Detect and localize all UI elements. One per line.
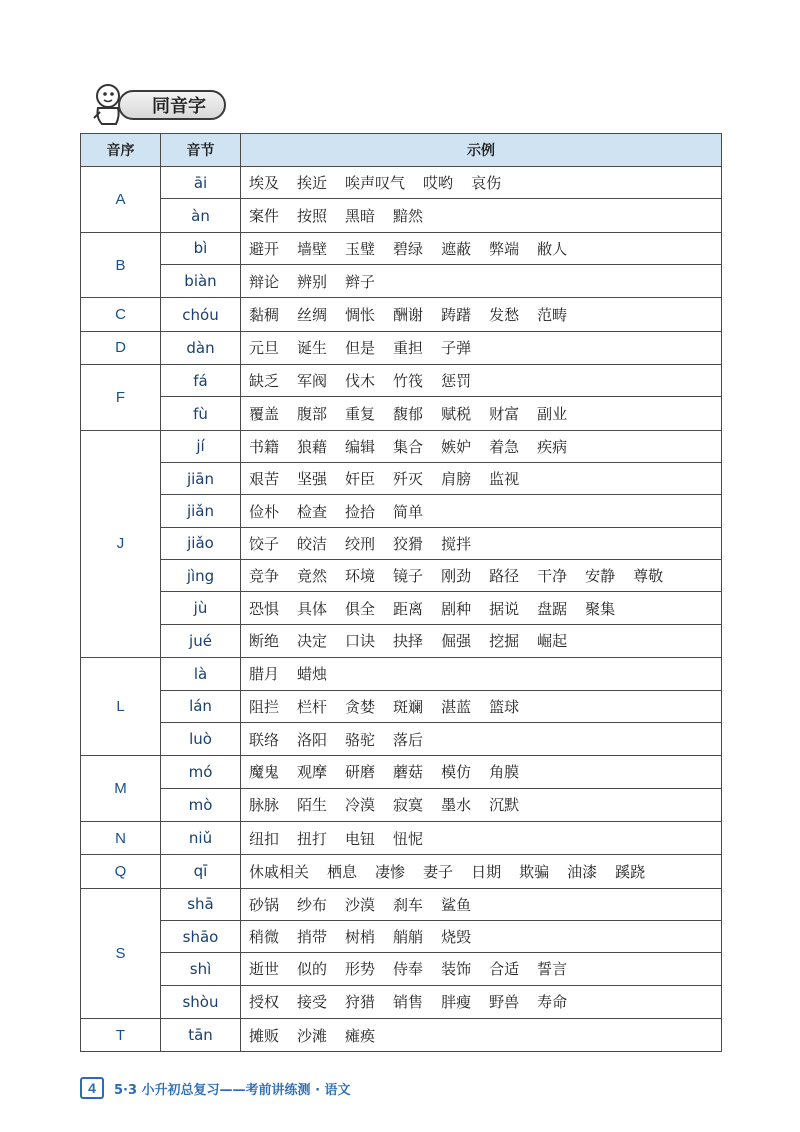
column-header-order: 音序 xyxy=(81,134,161,166)
example-list xyxy=(241,756,721,787)
table-row xyxy=(161,528,721,560)
example-word: 落后 xyxy=(393,730,424,749)
example-word: 集合 xyxy=(393,437,424,456)
syllable-rows xyxy=(161,233,721,298)
table-row xyxy=(161,625,721,657)
example-word: 胖瘦 xyxy=(441,993,472,1012)
example-word: 环境 xyxy=(345,567,376,586)
pinyin-syllable: niǔ xyxy=(161,822,241,854)
example-word: 丝绸 xyxy=(297,306,328,325)
pinyin-syllable: shāo xyxy=(161,921,241,952)
letter-group xyxy=(81,1019,721,1051)
example-word: 侍奉 xyxy=(393,960,424,979)
letter-group xyxy=(81,365,721,431)
syllable-rows xyxy=(161,855,721,887)
example-word: 赋税 xyxy=(441,405,472,424)
example-word: 妻子 xyxy=(423,862,454,881)
example-list xyxy=(241,855,721,887)
example-word: 狼藉 xyxy=(297,437,328,456)
example-word: 销售 xyxy=(393,993,424,1012)
example-list xyxy=(241,332,721,364)
example-word: 艄艄 xyxy=(393,928,424,947)
table-row xyxy=(161,889,721,921)
example-word: 瘫痪 xyxy=(345,1026,376,1045)
example-word: 凄惨 xyxy=(375,862,406,881)
example-word: 俱全 xyxy=(345,599,376,618)
example-word: 装饰 xyxy=(441,960,472,979)
example-word: 黏稠 xyxy=(249,306,280,325)
example-word: 饺子 xyxy=(249,534,280,553)
pinyin-syllable: mò xyxy=(161,789,241,821)
pinyin-syllable: tān xyxy=(161,1019,241,1051)
example-list xyxy=(241,921,721,952)
syllable-rows xyxy=(161,365,721,430)
example-word: 砂锅 xyxy=(249,895,280,914)
example-word: 湛蓝 xyxy=(441,697,472,716)
letter-group xyxy=(81,298,721,331)
example-word: 联络 xyxy=(249,730,280,749)
letter-group xyxy=(81,855,721,888)
example-word: 授权 xyxy=(249,993,280,1012)
example-word: 距离 xyxy=(393,599,424,618)
pinyin-syllable: jiān xyxy=(161,463,241,494)
index-letter: B xyxy=(81,233,161,298)
example-word: 嫉妒 xyxy=(441,437,472,456)
example-list xyxy=(241,889,721,920)
example-word: 干净 xyxy=(537,567,568,586)
example-word: 冷漠 xyxy=(345,796,376,815)
example-word: 着急 xyxy=(489,437,520,456)
example-word: 脉脉 xyxy=(249,796,280,815)
letter-group xyxy=(81,822,721,855)
table-row xyxy=(161,199,721,231)
example-word: 竞争 xyxy=(249,567,280,586)
pinyin-syllable: àn xyxy=(161,199,241,231)
example-word: 腊月 xyxy=(249,665,280,684)
example-word: 歼灭 xyxy=(393,470,424,489)
example-word: 捎带 xyxy=(297,928,328,947)
example-list xyxy=(241,986,721,1018)
example-word: 纽扣 xyxy=(249,829,280,848)
example-word: 捡拾 xyxy=(345,502,376,521)
example-word: 尊敬 xyxy=(633,567,664,586)
pinyin-syllable: mó xyxy=(161,756,241,787)
example-word: 贪婪 xyxy=(345,697,376,716)
example-word: 蜡烛 xyxy=(297,665,328,684)
homophone-table xyxy=(80,133,722,1052)
syllable-rows xyxy=(161,431,721,657)
example-list xyxy=(241,495,721,526)
table-row xyxy=(161,822,721,854)
table-row xyxy=(161,167,721,199)
example-word: 惆怅 xyxy=(345,306,376,325)
example-word: 倔强 xyxy=(441,632,472,651)
page-number: 4 xyxy=(80,1077,104,1099)
example-word: 忸怩 xyxy=(393,829,424,848)
table-row xyxy=(161,560,721,592)
example-word: 遮蔽 xyxy=(441,239,472,258)
table-row xyxy=(161,463,721,495)
index-letter: N xyxy=(81,822,161,854)
syllable-rows xyxy=(161,756,721,821)
example-word: 路径 xyxy=(489,567,520,586)
example-word: 接受 xyxy=(297,993,328,1012)
letter-group xyxy=(81,889,721,1019)
example-word: 碧绿 xyxy=(393,239,424,258)
table-row xyxy=(161,789,721,821)
example-word: 检查 xyxy=(297,502,328,521)
table-row xyxy=(161,921,721,953)
example-word: 狡猾 xyxy=(393,534,424,553)
index-letter: C xyxy=(81,298,161,330)
index-letter: F xyxy=(81,365,161,430)
pinyin-syllable: qī xyxy=(161,855,241,887)
letter-group xyxy=(81,332,721,365)
example-list xyxy=(241,723,721,755)
example-word: 模仿 xyxy=(441,763,472,782)
example-word: 踌躇 xyxy=(441,306,472,325)
syllable-rows xyxy=(161,167,721,232)
example-word: 稍微 xyxy=(249,928,280,947)
example-word: 绞刑 xyxy=(345,534,376,553)
example-list xyxy=(241,397,721,429)
example-word: 但是 xyxy=(345,339,376,358)
table-row xyxy=(161,298,721,330)
example-list xyxy=(241,560,721,591)
example-word: 伐木 xyxy=(345,372,376,391)
example-word: 刹车 xyxy=(393,895,424,914)
pinyin-syllable: jiǎn xyxy=(161,495,241,526)
example-word: 聚集 xyxy=(585,599,616,618)
example-word: 魔鬼 xyxy=(249,763,280,782)
example-word: 斑斓 xyxy=(393,697,424,716)
example-word: 扭打 xyxy=(297,829,328,848)
example-list xyxy=(241,199,721,231)
example-word: 陌生 xyxy=(297,796,328,815)
example-word: 口诀 xyxy=(345,632,376,651)
letter-group xyxy=(81,756,721,822)
syllable-rows xyxy=(161,332,721,364)
example-word: 狩猎 xyxy=(345,993,376,1012)
example-word: 烧毁 xyxy=(441,928,472,947)
table-row xyxy=(161,233,721,265)
pinyin-syllable: chóu xyxy=(161,298,241,330)
example-list xyxy=(241,365,721,396)
example-list xyxy=(241,789,721,821)
example-word: 敝人 xyxy=(537,239,568,258)
example-word: 抉择 xyxy=(393,632,424,651)
example-word: 重担 xyxy=(393,339,424,358)
example-word: 研磨 xyxy=(345,763,376,782)
example-word: 休戚相关 xyxy=(249,862,310,881)
table-row xyxy=(161,855,721,887)
example-word: 据说 xyxy=(489,599,520,618)
example-list xyxy=(241,592,721,623)
section-header xyxy=(88,82,228,126)
example-word: 军阀 xyxy=(297,372,328,391)
example-word: 弊端 xyxy=(489,239,520,258)
table-row xyxy=(161,1019,721,1051)
example-word: 唉声叹气 xyxy=(345,174,406,193)
example-word: 挨近 xyxy=(297,174,328,193)
example-list xyxy=(241,658,721,689)
table-row xyxy=(161,431,721,463)
example-word: 子弹 xyxy=(441,339,472,358)
example-word: 盘踞 xyxy=(537,599,568,618)
table-row xyxy=(161,332,721,364)
example-word: 埃及 xyxy=(249,174,280,193)
example-word: 避开 xyxy=(249,239,280,258)
example-list xyxy=(241,691,721,722)
example-list xyxy=(241,431,721,462)
letter-group xyxy=(81,658,721,756)
table-row xyxy=(161,495,721,527)
example-word: 辨别 xyxy=(297,272,328,291)
example-word: 似的 xyxy=(297,960,328,979)
table-row xyxy=(161,756,721,788)
syllable-rows xyxy=(161,822,721,854)
example-word: 篮球 xyxy=(489,697,520,716)
example-list xyxy=(241,233,721,264)
example-list xyxy=(241,463,721,494)
letter-group xyxy=(81,431,721,658)
syllable-rows xyxy=(161,889,721,1018)
example-word: 缺乏 xyxy=(249,372,280,391)
example-word: 黯然 xyxy=(393,207,424,226)
example-word: 寿命 xyxy=(537,993,568,1012)
index-letter: T xyxy=(81,1019,161,1051)
example-word: 肩膀 xyxy=(441,470,472,489)
example-list xyxy=(241,1019,721,1051)
syllable-rows xyxy=(161,1019,721,1051)
example-word: 栖息 xyxy=(327,862,358,881)
pinyin-syllable: āi xyxy=(161,167,241,198)
example-word: 竹筏 xyxy=(393,372,424,391)
example-word: 电钮 xyxy=(345,829,376,848)
index-letter: L xyxy=(81,658,161,755)
example-word: 玉璧 xyxy=(345,239,376,258)
pinyin-syllable: biàn xyxy=(161,265,241,297)
section-title: 同音字 xyxy=(118,90,226,120)
table-row xyxy=(161,723,721,755)
pinyin-syllable: jiǎo xyxy=(161,528,241,559)
example-word: 辩论 xyxy=(249,272,280,291)
table-row xyxy=(161,658,721,690)
column-header-examples: 示例 xyxy=(467,143,495,159)
example-word: 沙漠 xyxy=(345,895,376,914)
index-letter: S xyxy=(81,889,161,1018)
letter-group xyxy=(81,233,721,299)
example-word: 欺骗 xyxy=(519,862,550,881)
table-body xyxy=(81,167,721,1051)
example-word: 骆驼 xyxy=(345,730,376,749)
example-word: 墨水 xyxy=(441,796,472,815)
example-word: 酬谢 xyxy=(393,306,424,325)
example-word: 馥郁 xyxy=(393,405,424,424)
example-word: 书籍 xyxy=(249,437,280,456)
example-word: 形势 xyxy=(345,960,376,979)
pinyin-syllable: shòu xyxy=(161,986,241,1018)
example-word: 简单 xyxy=(393,502,424,521)
example-word: 恐惧 xyxy=(249,599,280,618)
example-word: 誓言 xyxy=(537,960,568,979)
table-row xyxy=(161,265,721,297)
syllable-rows xyxy=(161,298,721,330)
example-word: 搅拌 xyxy=(441,534,472,553)
table-row xyxy=(161,365,721,397)
table-row xyxy=(161,986,721,1018)
pinyin-syllable: là xyxy=(161,658,241,689)
example-word: 日期 xyxy=(471,862,502,881)
example-word: 挖掘 xyxy=(489,632,520,651)
pinyin-syllable: shā xyxy=(161,889,241,920)
example-list xyxy=(241,822,721,854)
example-word: 俭朴 xyxy=(249,502,280,521)
index-letter: M xyxy=(81,756,161,821)
pinyin-syllable: bì xyxy=(161,233,241,264)
example-word: 蹊跷 xyxy=(615,862,646,881)
example-word: 艰苦 xyxy=(249,470,280,489)
example-word: 竟然 xyxy=(297,567,328,586)
example-word: 皎洁 xyxy=(297,534,328,553)
example-word: 剧种 xyxy=(441,599,472,618)
example-word: 野兽 xyxy=(489,993,520,1012)
example-word: 阻拦 xyxy=(249,697,280,716)
example-word: 崛起 xyxy=(537,632,568,651)
example-word: 蘑菇 xyxy=(393,763,424,782)
example-word: 寂寞 xyxy=(393,796,424,815)
index-letter: J xyxy=(81,431,161,657)
pinyin-syllable: luò xyxy=(161,723,241,755)
example-word: 栏杆 xyxy=(297,697,328,716)
example-word: 按照 xyxy=(297,207,328,226)
example-word: 合适 xyxy=(489,960,520,979)
page-footer xyxy=(80,1076,440,1100)
example-word: 沙滩 xyxy=(297,1026,328,1045)
example-word: 油漆 xyxy=(567,862,598,881)
letter-group xyxy=(81,167,721,233)
pinyin-syllable: jù xyxy=(161,592,241,623)
pinyin-syllable: shì xyxy=(161,953,241,984)
column-header-syllable: 音节 xyxy=(161,134,241,166)
example-word: 树梢 xyxy=(345,928,376,947)
example-word: 元旦 xyxy=(249,339,280,358)
example-word: 摊贩 xyxy=(249,1026,280,1045)
example-word: 镜子 xyxy=(393,567,424,586)
index-letter: D xyxy=(81,332,161,364)
example-word: 哎哟 xyxy=(423,174,454,193)
syllable-rows xyxy=(161,658,721,755)
example-word: 覆盖 xyxy=(249,405,280,424)
table-header xyxy=(81,134,721,167)
example-word: 监视 xyxy=(489,470,520,489)
example-word: 墙壁 xyxy=(297,239,328,258)
example-word: 案件 xyxy=(249,207,280,226)
example-word: 腹部 xyxy=(297,405,328,424)
example-word: 范畴 xyxy=(537,306,568,325)
example-word: 辫子 xyxy=(345,272,376,291)
example-word: 副业 xyxy=(537,405,568,424)
example-word: 诞生 xyxy=(297,339,328,358)
example-word: 决定 xyxy=(297,632,328,651)
table-row xyxy=(161,691,721,723)
example-word: 黑暗 xyxy=(345,207,376,226)
example-word: 具体 xyxy=(297,599,328,618)
table-row xyxy=(161,397,721,429)
example-word: 纱布 xyxy=(297,895,328,914)
index-letter: Q xyxy=(81,855,161,887)
pinyin-syllable: dàn xyxy=(161,332,241,364)
example-word: 角膜 xyxy=(489,763,520,782)
example-word: 刚劲 xyxy=(441,567,472,586)
example-word: 哀伤 xyxy=(471,174,502,193)
example-list xyxy=(241,953,721,984)
example-word: 安静 xyxy=(585,567,616,586)
example-word: 惩罚 xyxy=(441,372,472,391)
index-letter: A xyxy=(81,167,161,232)
example-word: 编辑 xyxy=(345,437,376,456)
table-row xyxy=(161,592,721,624)
book-title: 5·3 小升初总复习——考前讲练测 · 语文 xyxy=(114,1082,351,1098)
example-word: 奸臣 xyxy=(345,470,376,489)
example-list xyxy=(241,625,721,657)
example-word: 沉默 xyxy=(489,796,520,815)
example-word: 观摩 xyxy=(297,763,328,782)
example-word: 逝世 xyxy=(249,960,280,979)
example-list xyxy=(241,265,721,297)
example-word: 疾病 xyxy=(537,437,568,456)
example-word: 鲨鱼 xyxy=(441,895,472,914)
pinyin-syllable: fá xyxy=(161,365,241,396)
pinyin-syllable: jí xyxy=(161,431,241,462)
example-list xyxy=(241,528,721,559)
table-row xyxy=(161,953,721,985)
pinyin-syllable: fù xyxy=(161,397,241,429)
example-word: 财富 xyxy=(489,405,520,424)
example-list xyxy=(241,298,721,330)
example-word: 断绝 xyxy=(249,632,280,651)
example-word: 坚强 xyxy=(297,470,328,489)
example-word: 洛阳 xyxy=(297,730,328,749)
pinyin-syllable: jué xyxy=(161,625,241,657)
pinyin-syllable: jìng xyxy=(161,560,241,591)
example-word: 发愁 xyxy=(489,306,520,325)
pinyin-syllable: lán xyxy=(161,691,241,722)
example-word: 重复 xyxy=(345,405,376,424)
example-list xyxy=(241,167,721,198)
